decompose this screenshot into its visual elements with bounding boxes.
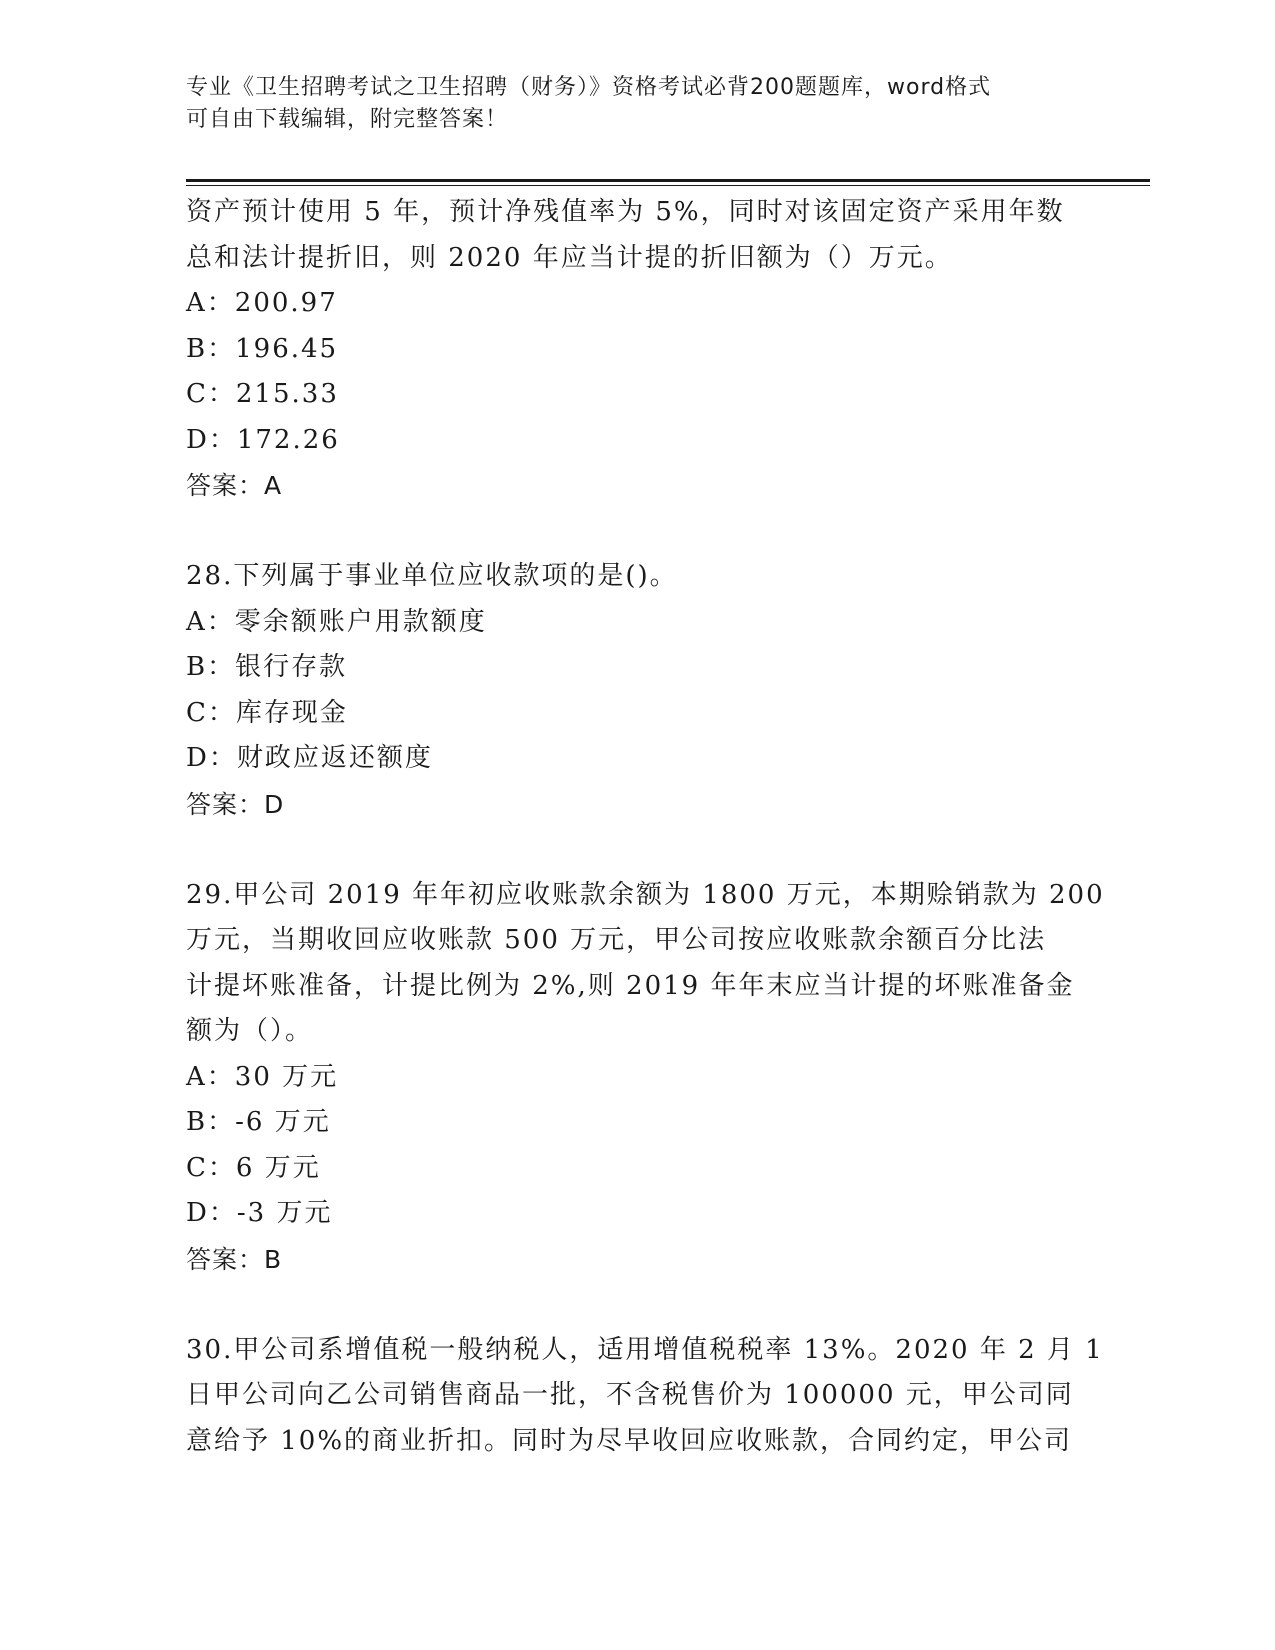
option-c: C：215.33 (186, 379, 339, 409)
spacer (186, 509, 1086, 555)
option-a: A：30 万元 (186, 1061, 339, 1092)
question-30 (186, 1328, 1104, 1465)
document-body (186, 190, 1105, 1464)
header-divider-thick (186, 179, 1150, 182)
option-a: A：200.97 (186, 288, 338, 318)
spacer (186, 1282, 1086, 1328)
question-text-line: 总和法计提折旧，则 2020 年应当计提的折旧额为（）万元。 (186, 242, 953, 273)
question-text-line: 28.下列属于事业单位应收款项的是()。 (186, 561, 678, 591)
spacer (186, 827, 1086, 873)
header-line-2: 可自由下载编辑，附完整答案！ (186, 107, 509, 132)
option-d: D：172.26 (186, 424, 340, 455)
question-text-line: 日甲公司向乙公司销售商品一批，不含税售价为 100000 元，甲公司同 (186, 1380, 1074, 1410)
question-29 (186, 873, 1105, 1283)
option-d: D：-3 万元 (186, 1198, 333, 1228)
answer-line: 答案：B (186, 1244, 283, 1274)
option-c: C：6 万元 (186, 1152, 321, 1183)
option-b: B：196.45 (186, 333, 339, 364)
answer-line: 答案：A (186, 471, 283, 500)
question-27 (186, 190, 1086, 509)
header-divider-thin (186, 185, 1150, 186)
question-text-line: 万元，当期收回应收账款 500 万元，甲公司按应收账款余额百分比法 (186, 925, 1047, 955)
question-text-line: 30.甲公司系增值税一般纳税人，适用增值税税率 13%。2020 年 2 月 1 (186, 1334, 1104, 1365)
question-text-line: 意给予 10%的商业折扣。同时为尽早收回应收账款，合同约定，甲公司 (186, 1425, 1073, 1456)
option-c: C：库存现金 (186, 697, 348, 728)
question-text-line: 资产预计使用 5 年，预计净残值率为 5%，同时对该固定资产采用年数 (186, 197, 1065, 227)
option-b: B：银行存款 (186, 652, 348, 682)
option-d: D：财政应返还额度 (186, 743, 433, 773)
question-text-line: 29.甲公司 2019 年年初应收账款余额为 1800 万元，本期赊销款为 200 (186, 879, 1105, 910)
option-a: A：零余额账户用款额度 (186, 606, 487, 637)
option-b: B：-6 万元 (186, 1107, 331, 1137)
document-header (186, 72, 1086, 136)
question-28 (186, 554, 1086, 827)
header-line-1: 专业《卫生招聘考试之卫生招聘（财务）》资格考试必背200题题库，word格式 (186, 75, 992, 100)
question-text-line: 额为（）。 (186, 1016, 314, 1046)
answer-line: 答案：D (186, 789, 285, 819)
question-text-line: 计提坏账准备，计提比例为 2%,则 2019 年年末应当计提的坏账准备金 (186, 970, 1075, 1001)
